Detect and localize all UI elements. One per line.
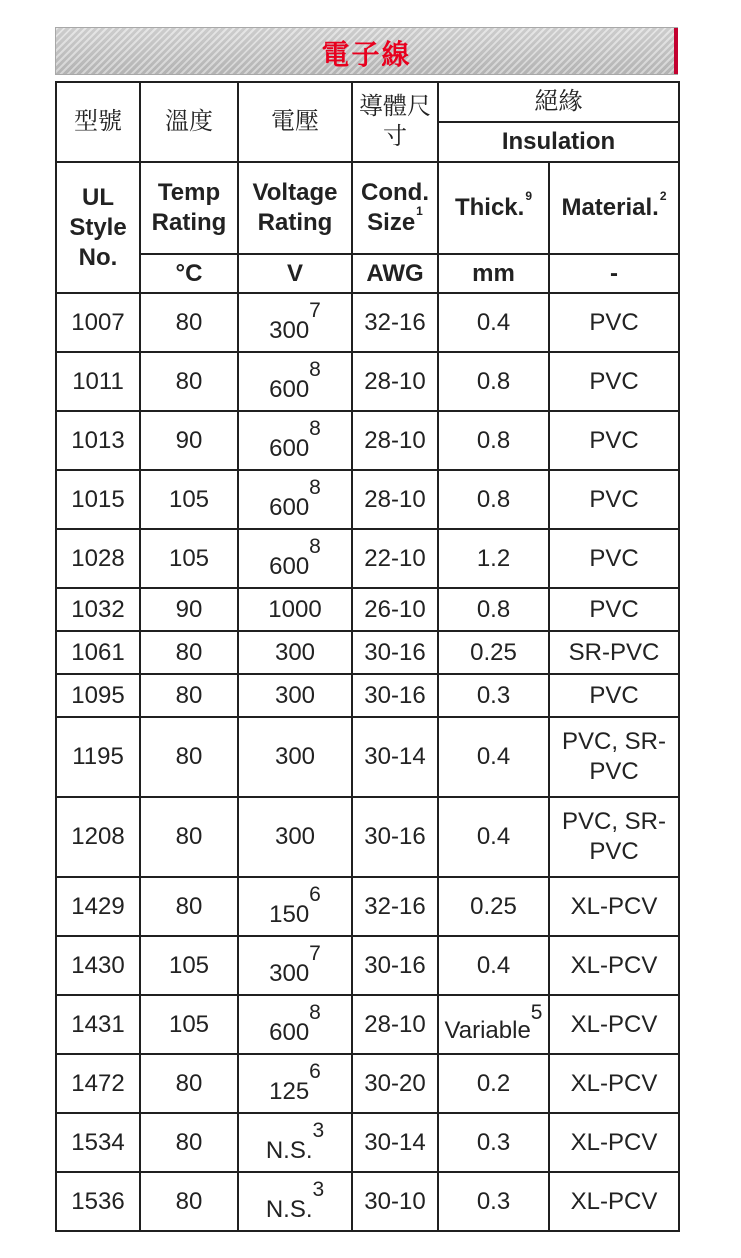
cell-voltage [238, 631, 352, 674]
cell-style: 1472 [56, 1054, 140, 1113]
cell-temp: 80 [140, 1054, 238, 1113]
cell-style: 1208 [56, 797, 140, 877]
cell-thick [438, 674, 549, 717]
cell-style: 1028 [56, 529, 140, 588]
cell-style: 1011 [56, 352, 140, 411]
table-row [56, 529, 679, 588]
cell-voltage [238, 588, 352, 631]
cell-style: 1431 [56, 995, 140, 1054]
cell-awg: 28-10 [352, 995, 438, 1054]
voltage-value: 1000 [268, 595, 322, 623]
cond-size-label: Cond. Size [361, 179, 429, 236]
material-footnote: 2 [659, 189, 667, 203]
cell-voltage [238, 797, 352, 877]
cell-awg: 30-16 [352, 674, 438, 717]
header-voltage-zh: 電壓 [238, 82, 352, 162]
cell-awg: 32-16 [352, 877, 438, 936]
voltage-footnote: 8 [309, 475, 321, 499]
voltage-value: 150 [269, 900, 310, 928]
thick-label: Thick. [454, 194, 525, 221]
page-title: 電子線 [321, 38, 412, 71]
voltage-footnote: 6 [309, 1059, 321, 1083]
cell-temp: 80 [140, 352, 238, 411]
thick-value: 0.8 [476, 485, 511, 513]
cell-material: XL-PCV [549, 877, 679, 936]
header-temp-rating: Temp Rating [140, 162, 238, 254]
cell-temp: 80 [140, 1172, 238, 1231]
unit-cond: AWG [352, 254, 438, 293]
thick-value: 0.4 [476, 823, 511, 850]
cell-thick [438, 1113, 549, 1172]
cell-style: 1095 [56, 674, 140, 717]
cell-material: PVC [549, 411, 679, 470]
table-row [56, 470, 679, 529]
cell-voltage [238, 877, 352, 936]
voltage-value: 300 [274, 823, 316, 850]
thick-footnote: 9 [525, 189, 533, 203]
voltage-value: 600 [269, 1018, 310, 1046]
header-insulation-en: Insulation [438, 122, 679, 162]
table-row [56, 588, 679, 631]
table-row [56, 631, 679, 674]
voltage-footnote: 8 [309, 357, 321, 381]
header-voltage-rating: Voltage Rating [238, 162, 352, 254]
cell-voltage [238, 995, 352, 1054]
cell-voltage [238, 1172, 352, 1231]
voltage-value: 125 [269, 1077, 310, 1105]
cell-temp: 80 [140, 717, 238, 797]
cell-temp: 80 [140, 797, 238, 877]
table-row [56, 293, 679, 352]
cell-temp: 80 [140, 877, 238, 936]
cell-awg: 30-14 [352, 717, 438, 797]
cell-material: PVC [549, 529, 679, 588]
voltage-footnote: 8 [309, 416, 321, 440]
table-row [56, 717, 679, 797]
cell-thick [438, 1054, 549, 1113]
banner-accent [674, 28, 678, 74]
voltage-footnote: 7 [309, 298, 321, 322]
cell-voltage [238, 352, 352, 411]
cell-material: PVC [549, 674, 679, 717]
header-insulation-zh: 絕緣 [438, 82, 679, 122]
cell-voltage [238, 293, 352, 352]
cell-temp: 80 [140, 631, 238, 674]
cell-style: 1032 [56, 588, 140, 631]
cell-material: PVC, SR-PVC [549, 797, 679, 877]
table-row [56, 1113, 679, 1172]
table-row [56, 877, 679, 936]
voltage-value: N.S. [265, 1195, 313, 1223]
cell-temp: 105 [140, 470, 238, 529]
thick-value: 0.8 [476, 426, 511, 454]
thick-value: 0.25 [470, 892, 517, 920]
cell-temp: 105 [140, 995, 238, 1054]
cell-voltage [238, 529, 352, 588]
voltage-value: 600 [269, 493, 310, 521]
voltage-value: N.S. [265, 1136, 313, 1164]
cell-awg: 30-14 [352, 1113, 438, 1172]
cell-thick [438, 529, 549, 588]
voltage-value: 300 [269, 959, 310, 987]
cell-awg: 28-10 [352, 470, 438, 529]
cell-awg: 22-10 [352, 529, 438, 588]
cell-awg: 30-16 [352, 631, 438, 674]
cell-awg: 30-16 [352, 797, 438, 877]
cell-style: 1534 [56, 1113, 140, 1172]
cell-awg: 28-10 [352, 411, 438, 470]
table-row [56, 936, 679, 995]
cell-voltage [238, 936, 352, 995]
cell-temp: 90 [140, 588, 238, 631]
cell-style: 1013 [56, 411, 140, 470]
cell-awg: 30-16 [352, 936, 438, 995]
cell-voltage [238, 674, 352, 717]
cell-material: XL-PCV [549, 1054, 679, 1113]
thick-value: 0.4 [476, 951, 511, 979]
cell-material: PVC [549, 352, 679, 411]
cell-voltage [238, 411, 352, 470]
cell-temp: 105 [140, 936, 238, 995]
cell-thick [438, 1172, 549, 1231]
cell-voltage [238, 1113, 352, 1172]
header-model-zh: 型號 [56, 82, 140, 162]
cell-style: 1429 [56, 877, 140, 936]
table-row [56, 797, 679, 877]
cell-material: XL-PCV [549, 936, 679, 995]
cell-awg: 26-10 [352, 588, 438, 631]
header-conductor-zh: 導體尺寸 [352, 82, 438, 162]
cell-thick [438, 352, 549, 411]
voltage-footnote: 8 [309, 534, 321, 558]
voltage-footnote: 3 [312, 1118, 325, 1142]
cell-voltage [238, 1054, 352, 1113]
cell-material: PVC [549, 470, 679, 529]
voltage-value: 300 [274, 638, 316, 666]
table-header [56, 82, 679, 293]
table-row [56, 674, 679, 717]
cell-thick [438, 797, 549, 877]
cell-voltage [238, 717, 352, 797]
thick-value: 0.3 [476, 1128, 511, 1156]
voltage-footnote: 7 [309, 941, 321, 965]
cell-awg: 30-20 [352, 1054, 438, 1113]
cell-style: 1430 [56, 936, 140, 995]
unit-material: - [549, 254, 679, 293]
table-body [56, 293, 679, 1231]
cell-temp: 105 [140, 529, 238, 588]
header-cond-size [352, 162, 438, 254]
cell-thick [438, 293, 549, 352]
ul-wire-spec-table [55, 81, 680, 1232]
table-row [56, 411, 679, 470]
cell-thick [438, 995, 549, 1054]
thick-value: 0.4 [476, 308, 511, 336]
unit-thick: mm [438, 254, 549, 293]
cell-temp: 80 [140, 293, 238, 352]
cell-material: PVC [549, 588, 679, 631]
thick-value: 0.25 [470, 638, 517, 666]
cell-material: SR-PVC [549, 631, 679, 674]
cell-material: XL-PCV [549, 995, 679, 1054]
thick-value: 0.8 [476, 595, 511, 623]
cell-style: 1007 [56, 293, 140, 352]
cell-style: 1015 [56, 470, 140, 529]
header-material [549, 162, 679, 254]
table-row [56, 995, 679, 1054]
cell-style: 1061 [56, 631, 140, 674]
cell-material: PVC, SR-PVC [549, 717, 679, 797]
voltage-value: 300 [274, 743, 316, 770]
thick-value: 0.2 [476, 1069, 511, 1097]
table-row [56, 1054, 679, 1113]
voltage-footnote: 3 [312, 1177, 325, 1201]
cell-thick [438, 877, 549, 936]
material-label: Material. [561, 194, 659, 221]
cell-awg: 28-10 [352, 352, 438, 411]
cell-thick [438, 588, 549, 631]
thick-value: 0.3 [476, 1187, 511, 1215]
cell-style: 1195 [56, 717, 140, 797]
thick-value: Variable [444, 1016, 531, 1044]
title-banner [55, 27, 678, 75]
thick-value: 0.3 [476, 681, 511, 709]
thick-footnote: 5 [530, 1000, 543, 1024]
thick-value: 0.4 [476, 743, 511, 770]
voltage-value: 300 [274, 681, 316, 709]
voltage-value: 600 [269, 375, 310, 403]
cell-awg: 32-16 [352, 293, 438, 352]
thick-value: 0.8 [476, 367, 511, 395]
table-row [56, 352, 679, 411]
cell-thick [438, 631, 549, 674]
voltage-footnote: 6 [309, 882, 321, 906]
cell-temp: 80 [140, 674, 238, 717]
cell-style: 1536 [56, 1172, 140, 1231]
unit-voltage: V [238, 254, 352, 293]
voltage-value: 300 [269, 316, 310, 344]
table-row [56, 1172, 679, 1231]
cell-awg: 30-10 [352, 1172, 438, 1231]
cell-thick [438, 470, 549, 529]
header-ul-style: UL Style No. [56, 162, 140, 293]
cell-material: XL-PCV [549, 1113, 679, 1172]
cell-material: PVC [549, 293, 679, 352]
voltage-footnote: 8 [309, 1000, 321, 1024]
voltage-value: 600 [269, 434, 310, 462]
header-temp-zh: 溫度 [140, 82, 238, 162]
thick-value: 1.2 [476, 544, 511, 572]
cell-voltage [238, 470, 352, 529]
unit-temp: °C [140, 254, 238, 293]
cell-temp: 90 [140, 411, 238, 470]
cell-material: XL-PCV [549, 1172, 679, 1231]
cell-thick [438, 717, 549, 797]
header-thick [438, 162, 549, 254]
voltage-value: 600 [269, 552, 310, 580]
cell-temp: 80 [140, 1113, 238, 1172]
cond-size-footnote: 1 [416, 204, 423, 218]
cell-thick [438, 936, 549, 995]
cell-thick [438, 411, 549, 470]
